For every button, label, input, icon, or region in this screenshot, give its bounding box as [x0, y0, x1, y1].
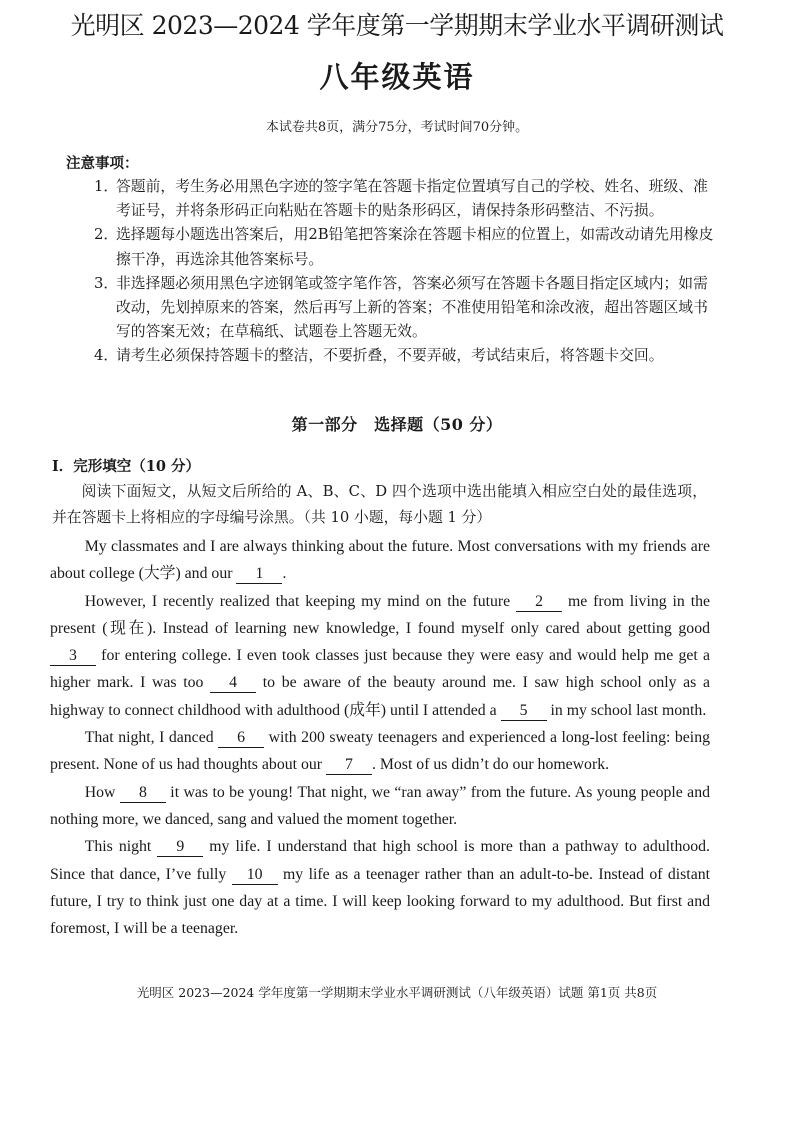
blank-3: 3	[50, 647, 96, 666]
notice-text: 非选择题必须用黑色字迹钢笔或签字笔作答，答案必须写在答题卡各题目指定区域内；如需改动，先划掉原来的答案，然后再写上新的答案；不准使用铅笔和涂改液，超出答题区域书写的答案无效；在草稿纸、试题卷上答题无效。	[116, 274, 708, 341]
cloze-passage	[50, 533, 710, 942]
blank-10: 10	[232, 866, 278, 885]
passage-text: However, I recently realized that keeping my mind on the future	[84, 592, 517, 610]
exam-subject: 八年级英语	[319, 60, 475, 94]
passage-paragraph	[50, 724, 710, 779]
blank-6: 6	[218, 729, 264, 748]
passage-paragraph	[50, 533, 710, 588]
cloze-heading: I．完形填空（10 分）	[52, 458, 201, 475]
passage-text: for entering college. I even took classes just because they were easy and would help me get a higher mark. I was too	[50, 647, 710, 692]
notice-text: 请考生必须保持答题卡的整洁，不要折叠，不要弄破，考试结束后，将答题卡交回。	[116, 347, 664, 365]
passage-text: in my school last month.	[546, 701, 707, 719]
blank-4: 4	[210, 674, 256, 693]
notice-list	[94, 175, 714, 369]
exam-title: 光明区 2023—2024 学年度第一学期期末学业水平调研测试	[70, 11, 724, 40]
passage-text: .	[282, 565, 287, 583]
blank-5: 5	[501, 702, 547, 721]
notice-text: 答题前，考生务必用黑色字迹的签字笔在答题卡指定位置填写自己的学校、姓名、班级、准考证号，并将条形码正向粘贴在答题卡的贴条形码区，请保持条形码整洁、不污损。	[116, 178, 708, 220]
passage-text: my life. I understand that high school is more than a pathway to adulthood. Since that dance, I’ve fully	[50, 838, 710, 883]
notice-item	[94, 272, 714, 345]
passage-text: with 200 sweaty teenagers and experienced a long-lost feeling: being present. None of us had thoughts about our	[50, 729, 710, 774]
passage-text: my life as a teenager rather than an adult-to-be. Instead of distant future, I try to think just one day at a time. I will keep looking forward to my adulthood. But first and foremost, I will be a teenager.	[50, 865, 710, 938]
blank-2: 2	[516, 593, 562, 612]
notice-number: 4．	[94, 347, 119, 365]
passage-text: My classmates and I are always thinking about the future. Most conversations with my friends are about college (大学) and our	[50, 538, 710, 583]
notice-item	[94, 175, 714, 223]
passage-text: to be aware of the beauty around me. I saw high school only as a highway to connect childhood with adulthood (成年) until I attended a	[50, 674, 710, 719]
notice-text: 选择题每小题选出答案后，用2B铅笔把答案涂在答题卡相应的位置上，如需改动请先用橡皮擦干净，再选涂其他答案标号。	[116, 226, 714, 268]
notice-number: 2．	[94, 226, 119, 244]
passage-text: That night, I danced	[84, 729, 219, 747]
passage-text: How	[84, 783, 120, 801]
notice-number: 3．	[94, 274, 119, 292]
notice-item	[94, 223, 714, 271]
blank-8: 8	[120, 784, 166, 803]
notice-number: 1．	[94, 178, 119, 195]
exam-info: 本试卷共8页，满分75分，考试时间70分钟。	[265, 120, 529, 135]
passage-paragraph	[50, 588, 710, 724]
blank-9: 9	[157, 838, 203, 857]
blank-1: 1	[236, 565, 282, 584]
blank-7: 7	[326, 756, 372, 775]
page-footer: 光明区 2023—2024 学年度第一学期期末学业水平调研测试（八年级英语）试题 第1页 共8页	[136, 985, 658, 1000]
notice-heading: 注意事项：	[66, 155, 139, 172]
passage-text: This night	[84, 838, 158, 856]
passage-paragraph	[50, 833, 710, 942]
section-heading: 第一部分 选择题（50 分）	[291, 415, 503, 434]
passage-text: me from living in the present (现在). Instead of learning new knowledge, I found myself only cared about getting good	[50, 592, 710, 637]
passage-text: it was to be young! That night, we “ran away” from the future. As young people and nothing more, we danced, sang and valued the moment together.	[50, 783, 710, 828]
cloze-instructions: 阅读下面短文，从短文后所给的 A、B、C、D 四个选项中选出能填入相应空白处的最佳选项，并在答题卡上将相应的字母编号涂黑。（共 10 小题，每小题 1 分）	[52, 483, 707, 526]
passage-text: . Most of us didn’t do our homework.	[371, 756, 610, 774]
notice-item	[94, 344, 714, 368]
passage-paragraph	[50, 779, 710, 834]
